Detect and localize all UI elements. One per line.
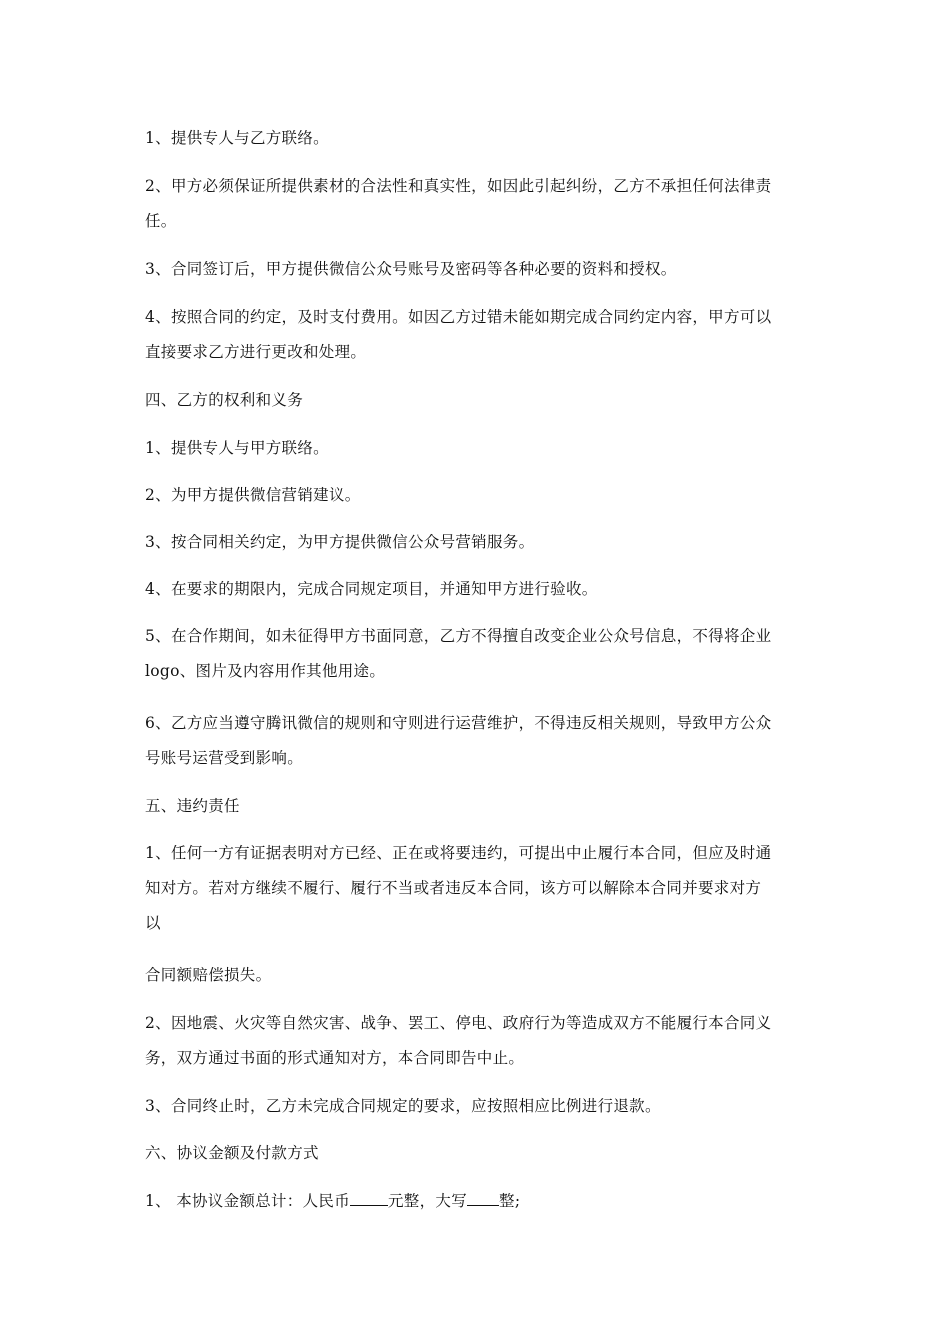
section-heading: 六、协议金额及付款方式 (145, 1144, 319, 1162)
clause-line: 以 (145, 914, 161, 932)
clause-line: 5、在合作期间，如未征得甲方书面同意，乙方不得擅自改变企业公众号信息，不得将企业 (145, 627, 772, 645)
clause-line: 知对方。若对方继续不履行、履行不当或者违反本合同，该方可以解除本合同并要求对方 (145, 879, 762, 897)
clause-line: 4、在要求的期限内，完成合同规定项目，并通知甲方进行验收。 (145, 580, 598, 598)
clause-line: 6、乙方应当遵守腾讯微信的规则和守则进行运营维护，不得违反相关规则，导致甲方公众 (145, 714, 772, 732)
clause-line: 2、甲方必须保证所提供素材的合法性和真实性，如因此引起纠纷，乙方不承担任何法律责 (145, 177, 772, 195)
clause-line: 2、因地震、火灾等自然灾害、战争、罢工、停电、政府行为等造成双方不能履行本合同义 (145, 1014, 772, 1032)
section-heading: 四、乙方的权利和义务 (145, 391, 304, 409)
payment-amount-line (145, 1191, 520, 1211)
clause-line: 3、按合同相关约定，为甲方提供微信公众号营销服务。 (145, 533, 535, 551)
payment-prefix: 1、 本协议金额总计：人民币 (145, 1192, 350, 1210)
clause-line: 3、合同签订后，甲方提供微信公众号账号及密码等各种必要的资料和授权。 (145, 260, 677, 278)
clause-line: 4、按照合同的约定，及时支付费用。如因乙方过错未能如期完成合同约定内容，甲方可以 (145, 308, 772, 326)
clause-line: 2、为甲方提供微信营销建议。 (145, 486, 361, 504)
section-heading: 五、违约责任 (145, 797, 240, 815)
clause-line: 务，双方通过书面的形式通知对方，本合同即告中止。 (145, 1049, 525, 1067)
clause-line: 合同额赔偿损失。 (145, 966, 272, 984)
payment-middle: 元整，大写 (388, 1192, 468, 1210)
clause-line: 3、合同终止时，乙方未完成合同规定的要求，应按照相应比例进行退款。 (145, 1097, 661, 1115)
payment-suffix: 整; (499, 1192, 521, 1210)
clause-line: logo、图片及内容用作其他用途。 (145, 662, 386, 680)
clause-line: 1、提供专人与乙方联络。 (145, 129, 329, 147)
amount-words-blank (467, 1191, 499, 1206)
clause-line: 任。 (145, 212, 177, 230)
clause-line: 号账号运营受到影响。 (145, 749, 304, 767)
amount-blank (350, 1191, 388, 1206)
clause-line: 直接要求乙方进行更改和处理。 (145, 343, 367, 361)
clause-line: 1、提供专人与甲方联络。 (145, 439, 329, 457)
clause-line: 1、任何一方有证据表明对方已经、正在或将要违约，可提出中止履行本合同，但应及时通 (145, 844, 772, 862)
